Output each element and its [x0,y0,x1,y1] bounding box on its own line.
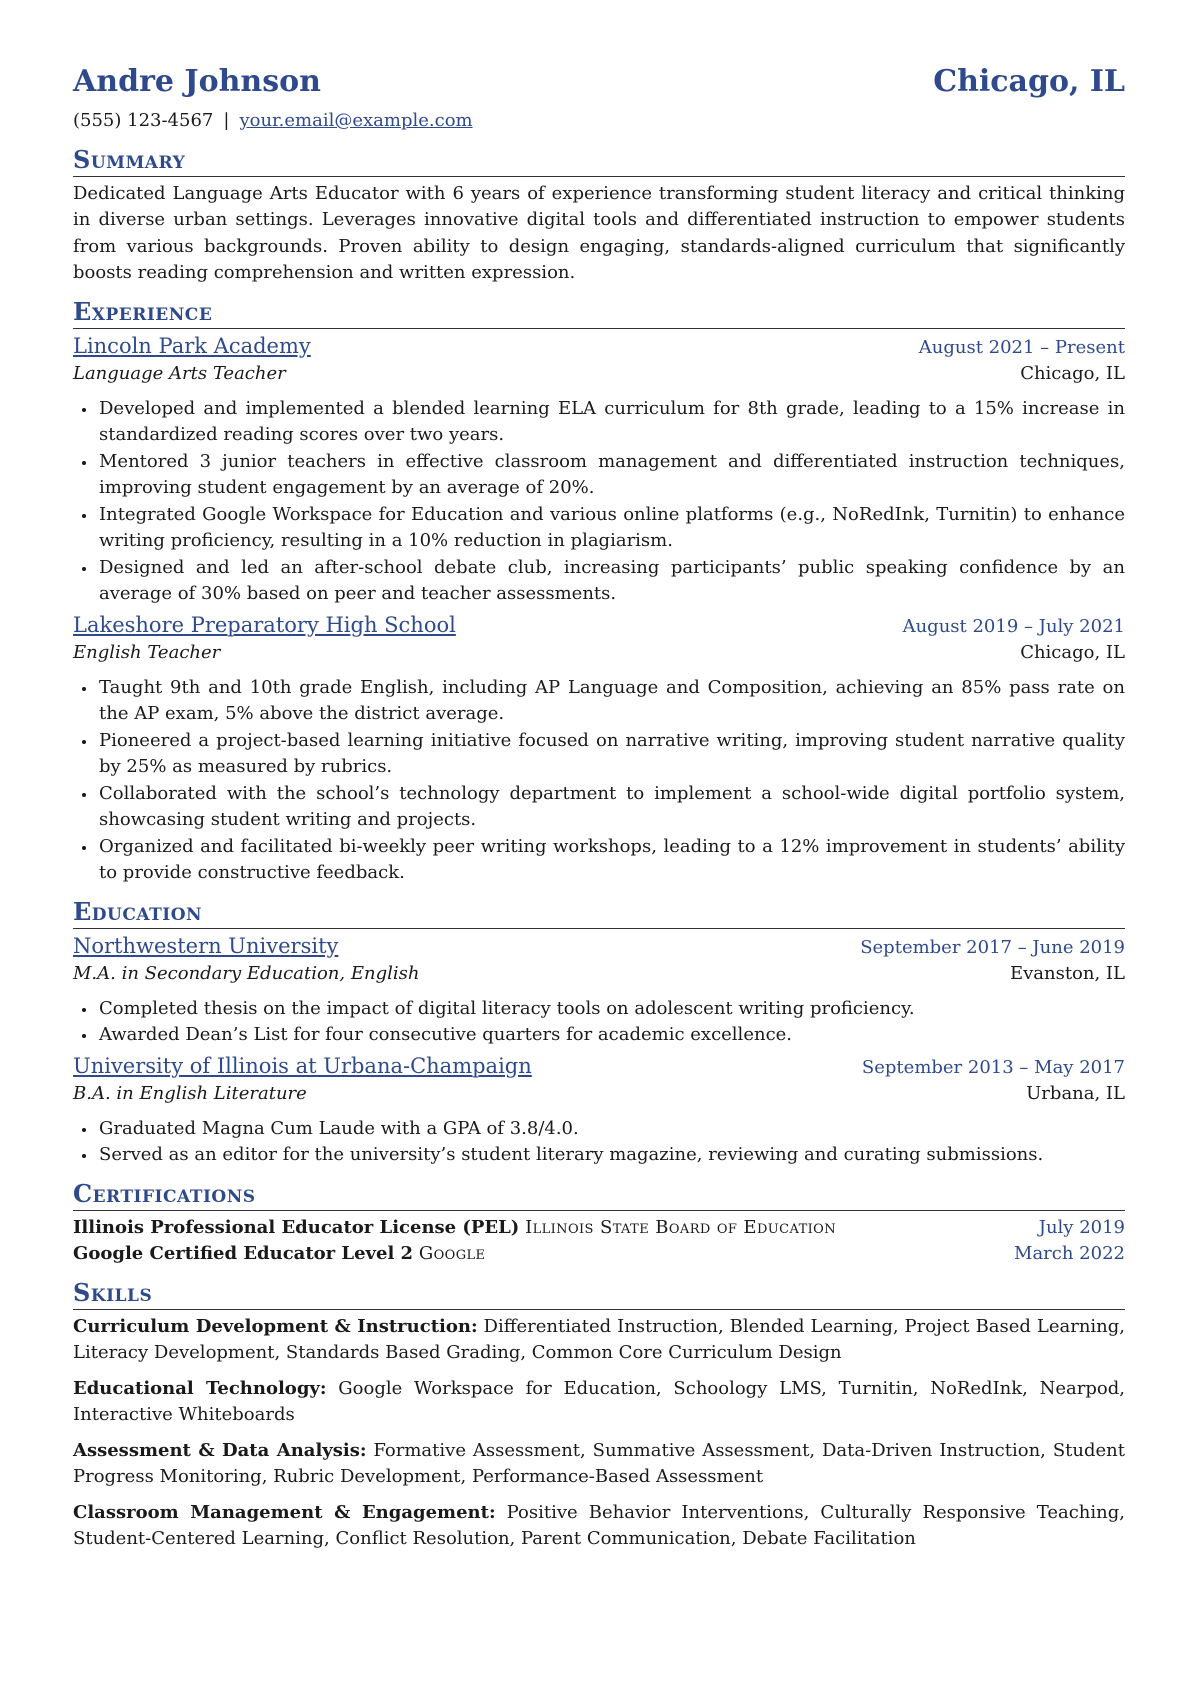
experience-entry [73,331,1125,608]
bullet-list [73,1116,1125,1169]
summary-text: Dedicated Language Arts Educator with 6 years of experience transforming student literacy and critical thinking in diverse urban settings. Leverages innovative digital tools and differentiated instruction to empower students from various backgrounds. Proven ability to design engaging, standards-aligned curriculum that significantly boosts reading comprehension and written expression. [73,182,1125,283]
certification-row [73,1215,1125,1242]
experience-entry [73,610,1125,887]
entry-subheader [73,1081,1125,1108]
bullet-list [73,396,1125,608]
education-entry [73,1051,1125,1169]
entry-header [73,931,1125,962]
bullet-item: • Pioneered a project-based learning initiative focused on narrative writing, improving student narrative quality by 25% as measured by rubrics. [97,728,1125,781]
bullet-item: • Integrated Google Workspace for Education and various online platforms (e.g., NoRedInk, Turnitin) to enhance writing proficiency, resulting in a 10% reduction in plagiarism. [97,502,1125,555]
entry-dates: August 2021 – Present [918,336,1125,358]
skills-heading: Skills [73,1278,1125,1310]
degree: B.A. in English Literature [73,1083,307,1104]
entry-subheader [73,961,1125,988]
employer-link[interactable]: Lincoln Park Academy [73,333,311,358]
bullet-item: • Mentored 3 junior teachers in effective classroom management and differentiated instruction techniques, improving student engagement by an average of 20%. [97,449,1125,502]
certification-name: Google Certified Educator Level 2 [73,1243,414,1264]
bullet-item: • Developed and implemented a blended learning ELA curriculum for 8th grade, leading to a 15% increase in standardized reading scores over two years. [97,396,1125,449]
school-link[interactable]: University of Illinois at Urbana-Champaign [73,1053,532,1078]
skill-items: Positive Behavior Interventions, Culturally Responsive Teaching, Student-Centered Learning, Conflict Resolution, Parent Communication, Debate Facilitation [73,1501,1125,1549]
entry-subheader [73,640,1125,667]
candidate-name: Andre Johnson [73,64,321,99]
skill-items: Google Workspace for Education, Schoology LMS, Turnitin, NoRedInk, Nearpod, Interactive Whiteboards [73,1377,1125,1425]
candidate-location: Chicago, IL [933,64,1125,99]
school-link[interactable]: Northwestern University [73,933,339,958]
education-entry [73,931,1125,1049]
job-title: Language Arts Teacher [73,363,286,384]
skill-group [73,1314,1125,1367]
skill-group [73,1500,1125,1553]
bullet-item: • Awarded Dean’s List for four consecutive quarters for academic excellence. [97,1022,1125,1049]
certifications-heading: Certifications [73,1179,1125,1211]
skill-items: Differentiated Instruction, Blended Learning, Project Based Learning, Literacy Development, Standards Based Grading, Common Core Curriculum Design [73,1315,1125,1363]
job-title: English Teacher [73,642,221,663]
skill-category: Educational Technology: [73,1377,327,1399]
bullet-item: • Served as an editor for the university’s student literary magazine, reviewing and curating submissions. [97,1142,1125,1169]
contact-line [73,108,1125,135]
certification-info [73,1241,485,1268]
entry-dates: September 2013 – May 2017 [861,1056,1125,1078]
skill-category: Assessment & Data Analysis: [73,1439,367,1461]
entry-location: Chicago, IL [1020,363,1125,384]
skill-category: Classroom Management & Engagement: [73,1501,496,1523]
entry-header [73,1051,1125,1082]
bullet-item: • Designed and led an after-school debate club, increasing participants’ public speaking confidence by an average of 30% based on peer and teacher assessments. [97,555,1125,608]
certification-row [73,1241,1125,1268]
certification-info [73,1215,836,1242]
bullet-item: • Collaborated with the school’s technology department to implement a school-wide digital portfolio system, showcasing student writing and projects. [97,781,1125,834]
bullet-item: • Organized and facilitated bi-weekly peer writing workshops, leading to a 12% improvement in students’ ability to provide constructive feedback. [97,834,1125,887]
education-heading: Education [73,897,1125,929]
skill-category: Curriculum Development & Instruction: [73,1315,478,1337]
entry-dates: August 2019 – July 2021 [902,615,1125,637]
bullet-list [73,996,1125,1049]
contact-separator: | [223,110,230,131]
resume-header [73,62,1125,102]
certification-name: Illinois Professional Educator License (PEL) [73,1216,520,1238]
certification-issuer: Illinois State Board of Education [525,1216,837,1238]
skills-list [73,1314,1125,1553]
bullet-item: • Completed thesis on the impact of digital literacy tools on adolescent writing proficiency. [97,996,1125,1023]
entry-dates: September 2017 – June 2019 [860,936,1125,958]
entry-subheader [73,361,1125,388]
resume-content [73,62,1125,1562]
certification-date: March 2022 [1014,1243,1125,1264]
email-link[interactable]: your.email@example.com [239,110,473,131]
degree: M.A. in Secondary Education, English [73,963,420,984]
entry-header [73,610,1125,641]
entry-header [73,331,1125,362]
entry-location: Urbana, IL [1026,1083,1125,1104]
bullet-item: • Graduated Magna Cum Laude with a GPA of 3.8/4.0. [97,1116,1125,1143]
phone-number: (555) 123-4567 [73,110,214,131]
skill-group [73,1376,1125,1429]
skill-group [73,1438,1125,1491]
bullet-item: • Taught 9th and 10th grade English, including AP Language and Composition, achieving an 85% pass rate on the AP exam, 5% above the district average. [97,675,1125,728]
entry-location: Evanston, IL [1009,963,1125,984]
certification-issuer: Google [418,1243,486,1264]
experience-heading: Experience [73,297,1125,329]
certification-date: July 2019 [1038,1216,1125,1238]
skill-items: Formative Assessment, Summative Assessment, Data-Driven Instruction, Student Progress Monitoring, Rubric Development, Performance-Based Assessment [73,1439,1125,1487]
bullet-list [73,675,1125,887]
employer-link[interactable]: Lakeshore Preparatory High School [73,612,456,637]
entry-location: Chicago, IL [1020,642,1125,663]
summary-heading: Summary [73,145,1125,177]
